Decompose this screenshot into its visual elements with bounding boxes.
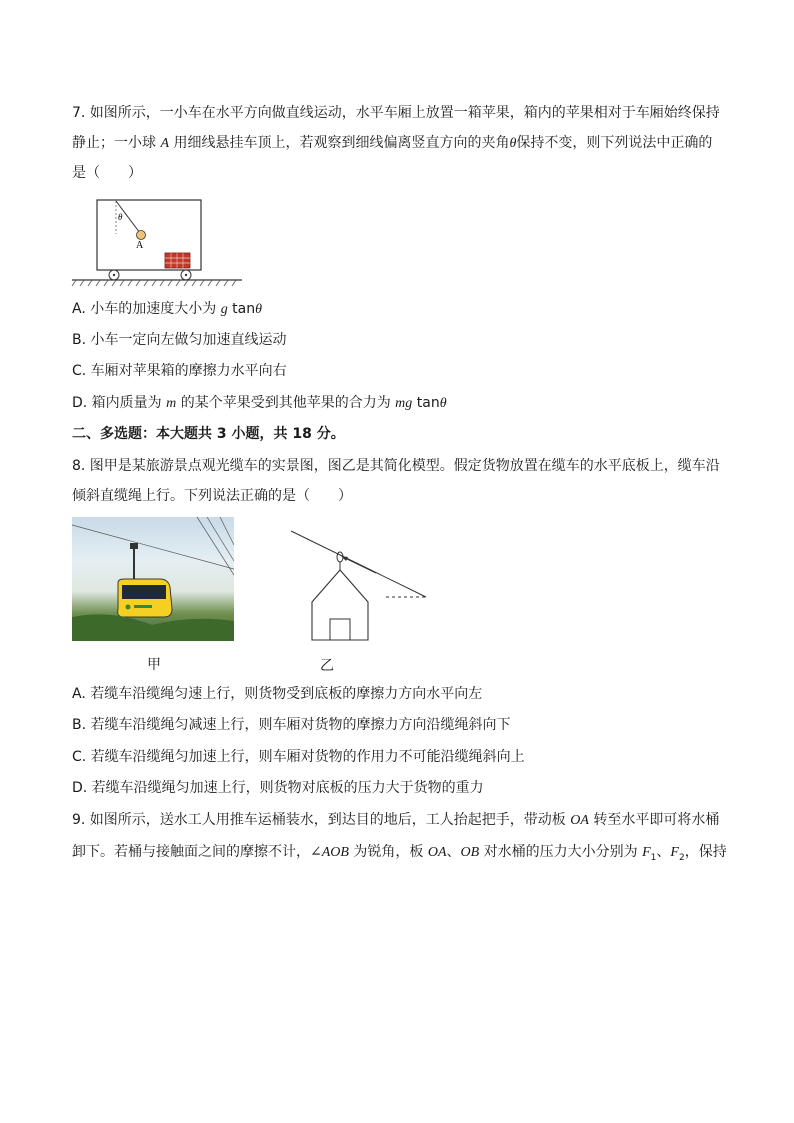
q8-option-d: D. 若缆车沿缆绳匀加速上行，则货物对底板的压力大于货物的重力 [72, 780, 484, 796]
q7-theta-label: θ [118, 212, 123, 222]
q7-cart-figure [70, 196, 250, 288]
q7-option-d: D. 箱内质量为 m 的某个苹果受到其他苹果的合力为 mg tanθ [72, 395, 447, 411]
caption-jia: 甲 [147, 657, 161, 673]
caption-yi: 乙 [320, 658, 334, 674]
q7-option-b: B. 小车一定向左做匀加速直线运动 [72, 332, 287, 348]
q8-option-a: A. 若缆车沿缆绳匀速上行，则货物受到底板的摩擦力方向水平向左 [72, 686, 483, 702]
q7-option-a: A. 小车的加速度大小为 g tanθ [72, 301, 262, 317]
q7-stem-line-3: 是（ ） [72, 165, 142, 181]
q7-option-c: C. 车厢对苹果箱的摩擦力水平向右 [72, 363, 287, 379]
cable-car-photo [72, 517, 234, 641]
q8-stem-line-1: 8. 图甲是某旅游景点观光缆车的实景图，图乙是其简化模型。假定货物放置在缆车的水平底板上，缆车沿 [72, 458, 720, 474]
q8-option-b: B. 若缆车沿缆绳匀减速上行，则车厢对货物的摩擦力方向沿缆绳斜向下 [72, 717, 511, 733]
q9-stem-line-1: 9. 如图所示，送水工人用推车运桶装水，到达目的地后，工人抬起把手，带动板 OA 转至水平即可将水桶 [72, 812, 720, 828]
apple-box [165, 253, 190, 268]
q8-stem-line-2: 倾斜直缆绳上行。下列说法正确的是（ ） [72, 488, 352, 504]
cable-car-model-figure [286, 526, 431, 643]
q8-option-c: C. 若缆车沿缆绳匀加速上行，则车厢对货物的作用力不可能沿缆绳斜向上 [72, 749, 525, 765]
q7-stem-line-1: 7. 如图所示，一小车在水平方向做直线运动，水平车厢上放置一箱苹果，箱内的苹果相对于车厢始终保持 [72, 105, 720, 121]
q7-ball-label: A [136, 240, 144, 251]
section-2-header: 二、多选题：本大题共 3 小题，共 18 分。 [72, 426, 345, 442]
q7-stem-line-2: 静止；一小球 A 用细线悬挂车顶上，若观察到细线偏离竖直方向的夹角θ保持不变，则下列说法中正确的 [72, 135, 713, 151]
q9-stem-line-2: 卸下。若桶与接触面之间的摩擦不计，∠AOB 为锐角，板 OA、OB 对水桶的压力大小分别为 $F_1$、$F_2$，保持 [72, 844, 727, 863]
